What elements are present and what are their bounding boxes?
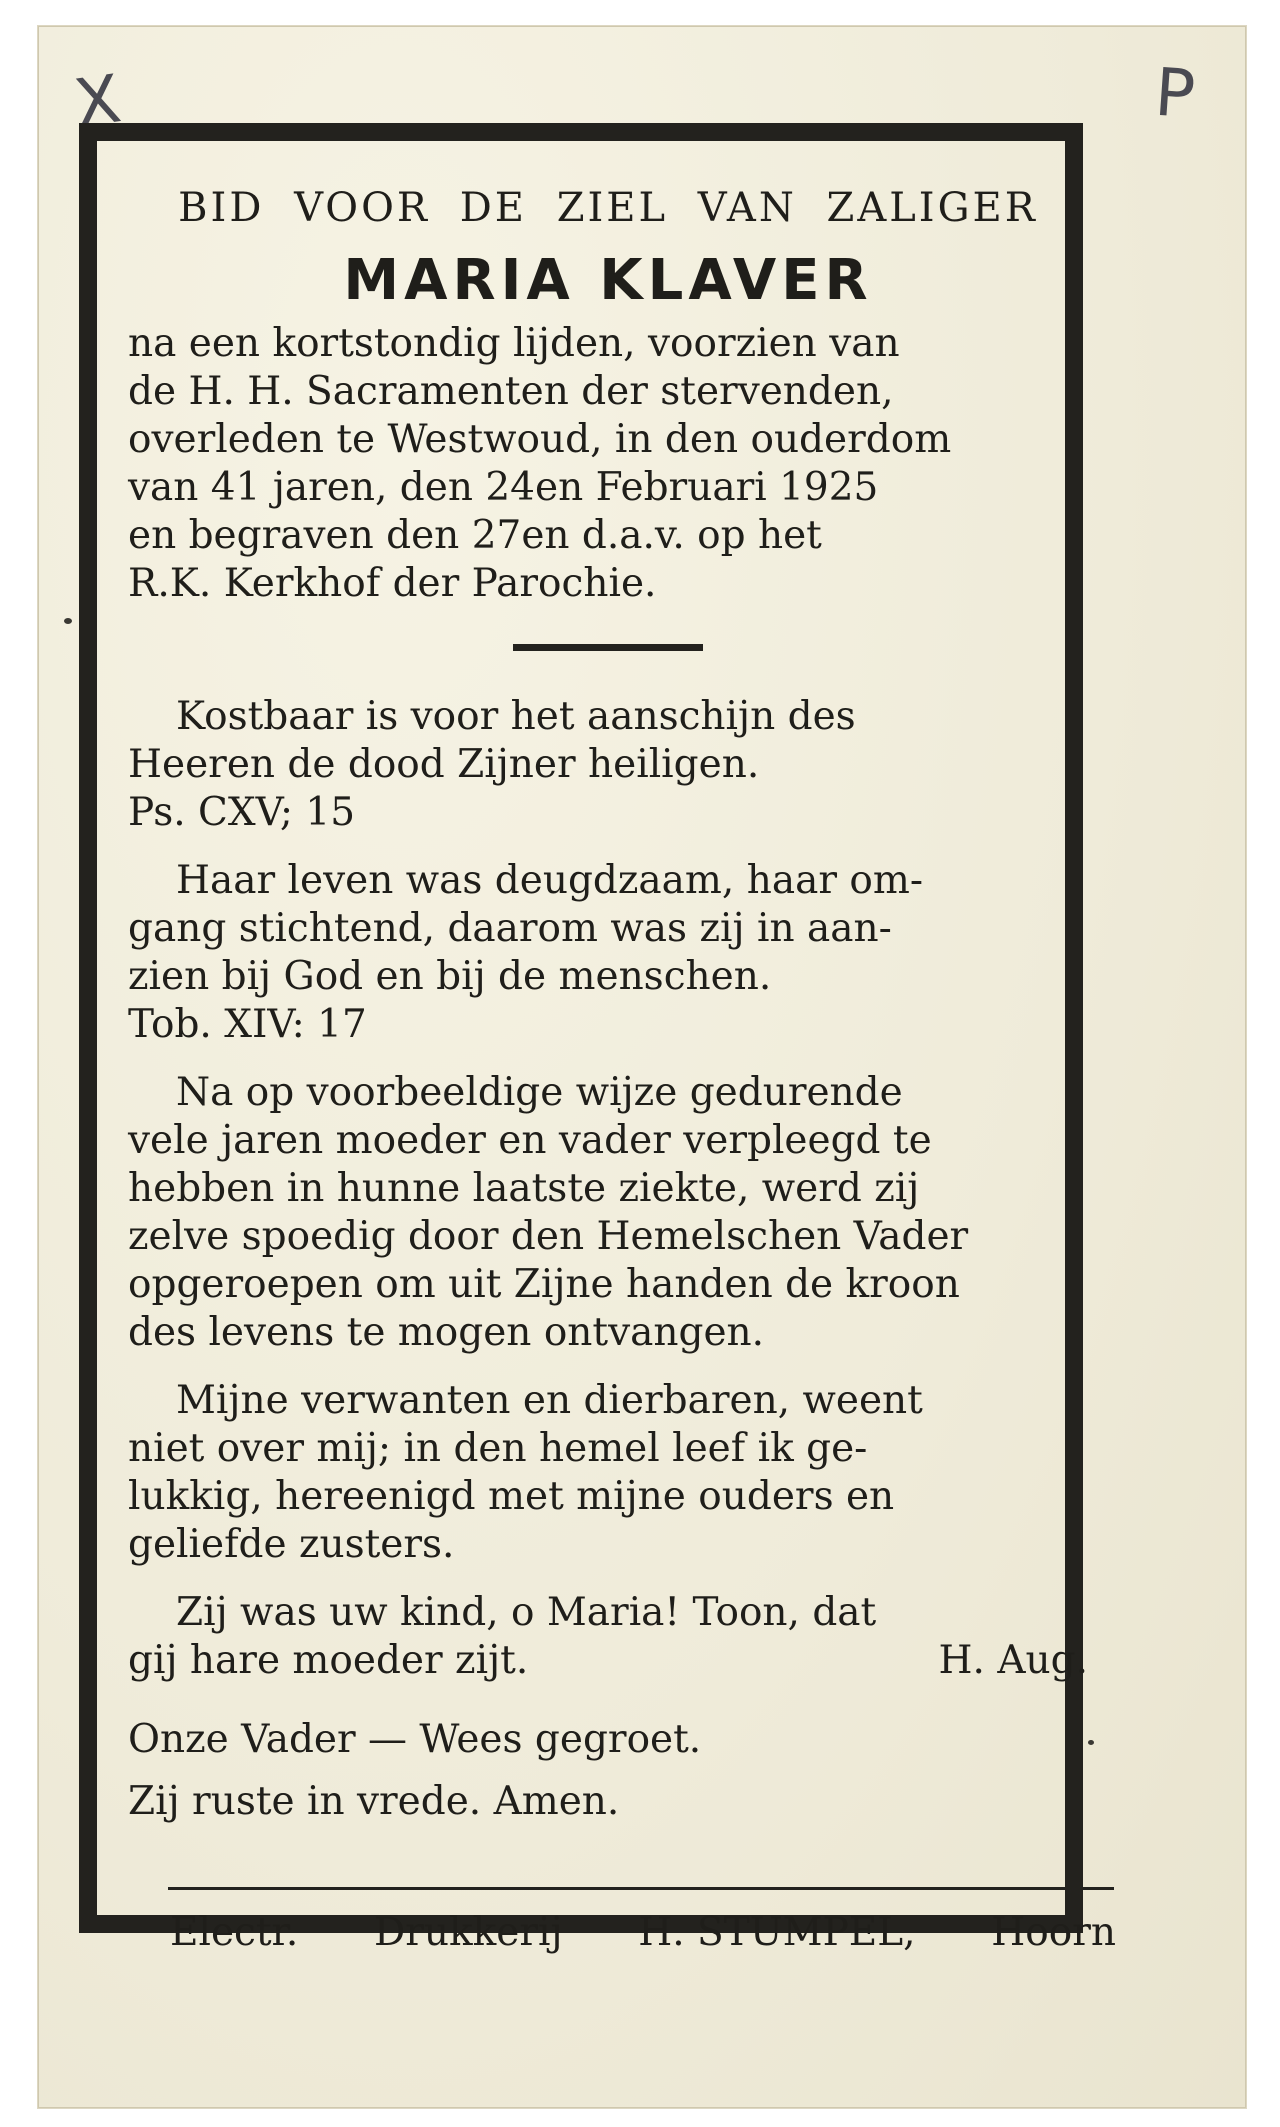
intro-paragraph [128, 320, 1088, 608]
text-line: niet over mij; in den hemel leef ik ge- [128, 1426, 868, 1471]
text-line: opgeroepen om uit Zijne handen de kroon [128, 1262, 960, 1307]
quote-line: Heeren de dood Zijner heiligen. [128, 742, 760, 787]
intro-line: R.K. Kerkhof der Parochie. [128, 561, 657, 606]
quote-line: gang stichtend, daarom was zij in aan- [128, 906, 892, 951]
text-line: Na op voorbeeldige wijze gedurende [176, 1070, 903, 1115]
ink-speck [64, 618, 72, 624]
quote-line: Kostbaar is voor het aanschijn des [176, 694, 856, 739]
divider-rule [513, 644, 703, 651]
ink-speck [1088, 1740, 1094, 1745]
handwritten-mark-p: P [1152, 53, 1198, 134]
intro-line: en begraven den 27en d.a.v. op het [128, 513, 822, 558]
printer-credit-part: Drukkerij [373, 1910, 563, 1955]
text-line: zelve spoedig door den Hemelschen Vader [128, 1214, 969, 1259]
text-line: des levens te mogen ontvangen. [128, 1310, 765, 1355]
quote-reference: Ps. CXV; 15 [128, 790, 356, 835]
deceased-name: MARIA KLAVER [343, 248, 873, 313]
paragraph-maria [128, 1589, 1088, 1685]
text-line: Zij was uw kind, o Maria! Toon, dat [176, 1590, 877, 1635]
closing-line: Zij ruste in vrede. Amen. [128, 1779, 620, 1824]
text-line: vele jaren moeder en vader verpleegd te [128, 1118, 932, 1163]
printer-credit-part: H. STUMPEL, [638, 1910, 916, 1955]
intro-line: de H. H. Sacramenten der stervenden, [128, 369, 894, 414]
text-line: hebben in hunne laatste ziekte, werd zij [128, 1166, 920, 1211]
intro-line: overleden te Westwoud, in den ouderdom [128, 417, 952, 462]
printer-credit-part: Hoorn [991, 1910, 1116, 1955]
text-line: Mijne verwanten en dierbaren, weent [176, 1378, 923, 1423]
intro-line: van 41 jaren, den 24en Februari 1925 [128, 465, 879, 510]
card-header: BID VOOR DE ZIEL VAN ZALIGER [178, 185, 1038, 231]
paragraph-care [128, 1069, 1088, 1357]
text-line: geliefde zusters. [128, 1522, 455, 1567]
bottom-rule [168, 1887, 1114, 1890]
quote-reference: H. Aug. [938, 1638, 1088, 1683]
handwritten-mark-x: X [69, 60, 126, 143]
printer-credit [170, 1910, 1116, 1955]
card-text [128, 180, 1088, 1833]
text-line-with-reference [128, 1637, 1088, 1685]
text-line: lukkig, hereenigd met mijne ouders en [128, 1474, 895, 1519]
intro-line: na een kortstondig lijden, voorzien van [128, 321, 900, 366]
quote-line: Haar leven was deugdzaam, haar om- [176, 858, 923, 903]
printer-credit-part: Electr. [170, 1910, 299, 1955]
text-line: gij hare moeder zijt. [128, 1638, 529, 1683]
quote-psalm [128, 693, 1088, 837]
paragraph-relatives [128, 1377, 1088, 1569]
quote-tobit [128, 857, 1088, 1049]
quote-line: zien bij God en bij de menschen. [128, 954, 772, 999]
prayer-line: Onze Vader — Wees gegroet. [128, 1717, 702, 1762]
quote-reference: Tob. XIV: 17 [128, 1002, 367, 1047]
